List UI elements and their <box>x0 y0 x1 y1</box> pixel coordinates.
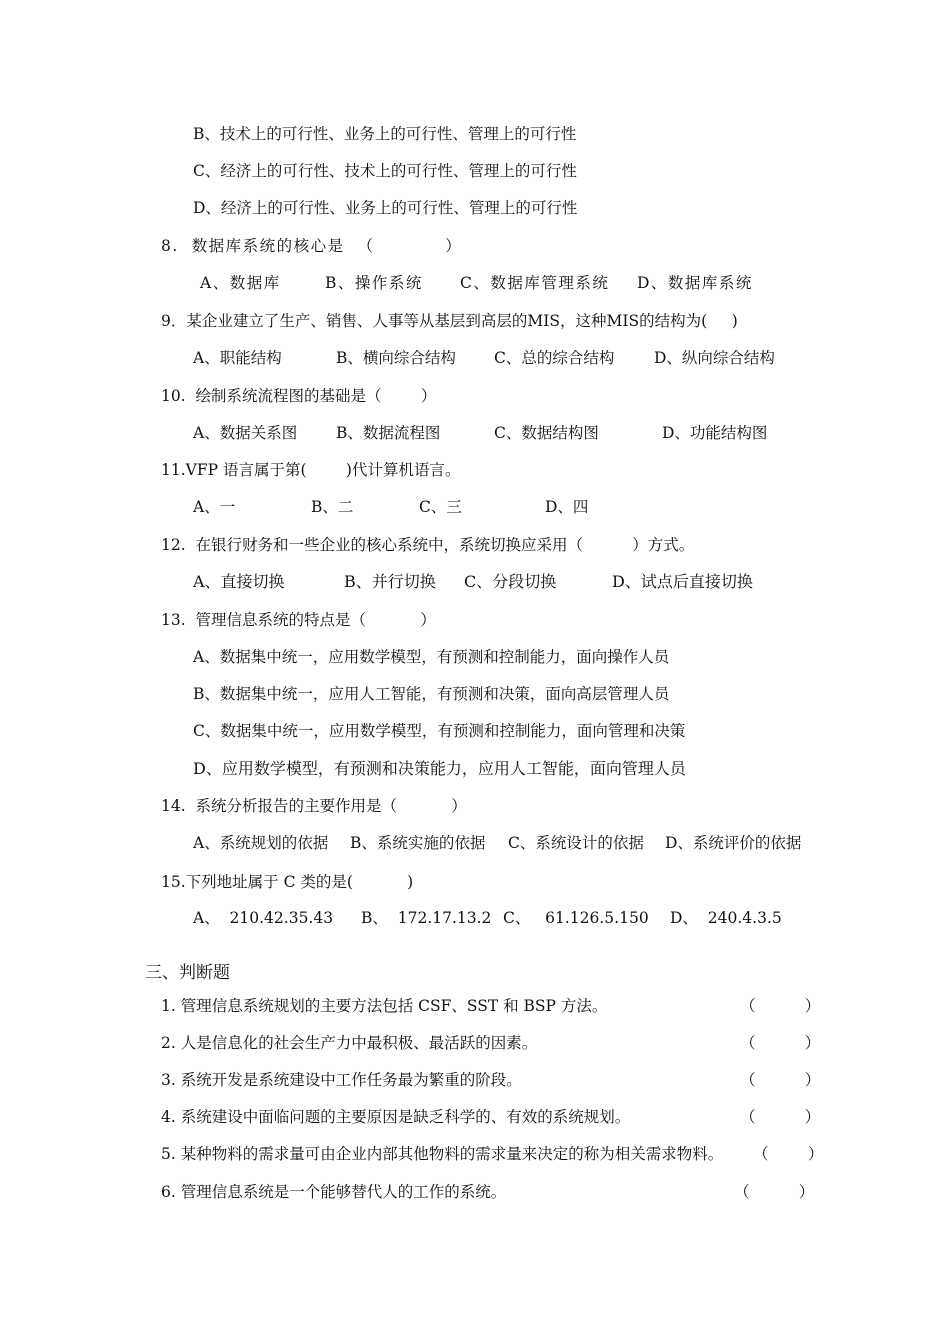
q10-option-b: B、数据流程图 <box>336 424 441 442</box>
q8-option-a: A、数据库 <box>200 274 281 292</box>
judge-answer-3: （ ） <box>740 1071 821 1089</box>
q12-option-a: A、直接切换 <box>193 572 285 591</box>
q10-stem: 10. 绘制系统流程图的基础是（ ） <box>161 387 437 405</box>
judge-answer-6: （ ） <box>734 1183 815 1201</box>
q13-option-d: D、应用数学模型，有预测和决策能力，应用人工智能，面向管理人员 <box>193 759 686 778</box>
judge-answer-1: （ ） <box>740 997 821 1015</box>
q10-option-d: D、功能结构图 <box>662 424 768 442</box>
q11-stem: 11.VFP 语言属于第( )代计算机语言。 <box>161 461 461 479</box>
q12-option-d: D、试点后直接切换 <box>612 572 753 591</box>
judge-answer-5: （ ） <box>753 1145 824 1163</box>
judge-item-6: 6. 管理信息系统是一个能够替代人的工作的系统。 <box>161 1183 507 1201</box>
q11-option-b: B、二 <box>311 498 354 516</box>
q12-option-b: B、并行切换 <box>344 572 436 591</box>
section-heading: 三、判断题 <box>145 963 230 983</box>
q9-option-d: D、纵向综合结构 <box>654 349 775 367</box>
q7-option-b: B、技术上的可行性、业务上的可行性、管理上的可行性 <box>193 125 577 143</box>
q13-option-b: B、数据集中统一，应用人工智能，有预测和决策，面向高层管理人员 <box>193 685 670 703</box>
q12-stem: 12. 在银行财务和一些企业的核心系统中，系统切换应采用（ ）方式。 <box>161 536 695 554</box>
q15-stem: 15.下列地址属于 C 类的是( ) <box>161 873 414 891</box>
q14-stem: 14. 系统分析报告的主要作用是（ ） <box>161 797 467 815</box>
judge-answer-4: （ ） <box>740 1108 821 1126</box>
q14-option-a: A、系统规划的依据 <box>193 834 329 852</box>
judge-item-3: 3. 系统开发是系统建设中工作任务最为繁重的阶段。 <box>161 1071 522 1089</box>
q9-option-c: C、总的综合结构 <box>494 349 615 367</box>
q11-option-a: A、一 <box>193 498 236 516</box>
q15-option-b: B、 172.17.13.2 <box>361 909 492 927</box>
q13-stem: 13. 管理信息系统的特点是（ ） <box>161 611 436 629</box>
q9-option-b: B、横向综合结构 <box>336 349 456 367</box>
q10-option-c: C、数据结构图 <box>494 424 599 442</box>
q14-option-b: B、系统实施的依据 <box>350 834 486 852</box>
q8-option-c: C、数据库管理系统 <box>460 274 610 292</box>
q7-option-d: D、经济上的可行性、业务上的可行性、管理上的可行性 <box>193 199 578 217</box>
judge-item-2: 2. 人是信息化的社会生产力中最积极、最活跃的因素。 <box>161 1034 538 1052</box>
q13-option-c: C、数据集中统一，应用数学模型，有预测和控制能力，面向管理和决策 <box>193 722 686 740</box>
q14-option-c: C、系统设计的依据 <box>508 834 644 852</box>
q10-option-a: A、数据关系图 <box>193 424 298 442</box>
q8-stem: 8. 数据库系统的核心是 （ ） <box>161 237 463 255</box>
q8-option-d: D、数据库系统 <box>637 274 753 292</box>
q7-option-c: C、经济上的可行性、技术上的可行性、管理上的可行性 <box>193 162 577 180</box>
q12-option-c: C、分段切换 <box>464 572 557 591</box>
q8-option-b: B、操作系统 <box>325 274 423 292</box>
judge-item-4: 4. 系统建设中面临问题的主要原因是缺乏科学的、有效的系统规划。 <box>161 1108 631 1126</box>
q9-option-a: A、职能结构 <box>193 349 282 367</box>
q15-option-a: A、 210.42.35.43 <box>193 909 334 927</box>
q11-option-c: C、三 <box>419 498 462 516</box>
q15-option-c: C、 61.126.5.150 <box>503 909 649 927</box>
judge-item-1: 1. 管理信息系统规划的主要方法包括 CSF、SST 和 BSP 方法。 <box>161 997 608 1015</box>
q13-option-a: A、数据集中统一，应用数学模型，有预测和控制能力，面向操作人员 <box>193 648 670 666</box>
q15-option-d: D、 240.4.3.5 <box>670 909 782 927</box>
q14-option-d: D、系统评价的依据 <box>665 834 802 852</box>
q11-option-d: D、四 <box>545 498 589 516</box>
judge-answer-2: （ ） <box>740 1034 821 1052</box>
judge-item-5: 5. 某种物料的需求量可由企业内部其他物料的需求量来决定的称为相关需求物料。 <box>161 1145 724 1163</box>
q9-stem: 9．某企业建立了生产、销售、人事等从基层到高层的MIS，这种MIS的结构为( ) <box>161 312 738 330</box>
